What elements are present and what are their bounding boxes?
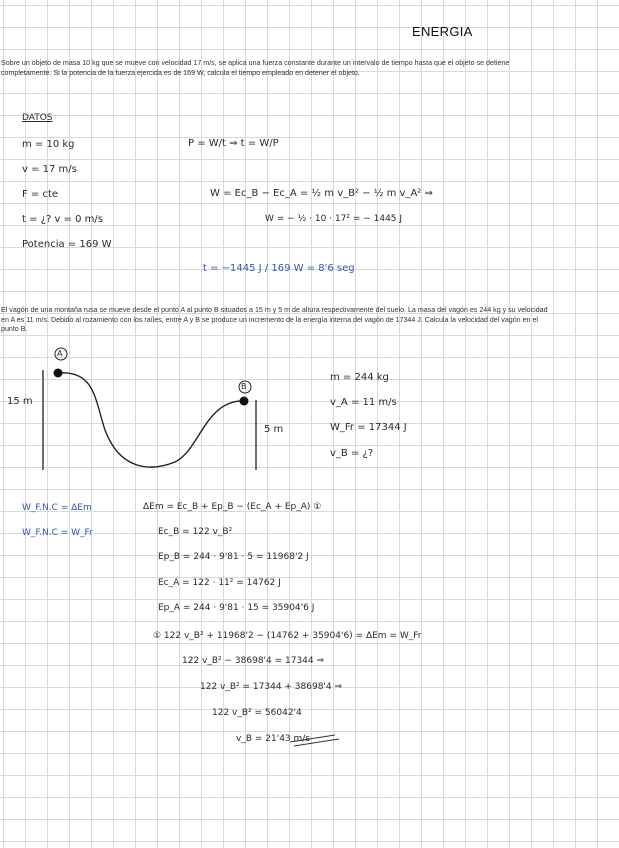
work-energy-formula: W = Ec_B − Ec_A = ½ m v_B² − ½ m v_A² ⇒ (210, 188, 433, 199)
height-b-label: 5 m (264, 424, 284, 435)
p2-datos-va: v_A = 11 m/s (330, 397, 397, 408)
page-title: ENERGIA (412, 24, 473, 39)
datos-mass: m = 10 kg (22, 139, 75, 150)
datos-velocity: v = 17 m/s (22, 164, 77, 175)
problem-1-statement: Sobre un objeto de masa 10 kg que se mueve con velocidad 17 m/s, se aplica una fuerza constante durante un intervalo de tiempo hasta que el objeto se detiene completamente. Si la potencia de la fuerza ejercida es de 169 W, calcula el tiempo empleado en detener el objeto. (1, 59, 510, 77)
step-10: v_B = 21'43 m/s (236, 734, 310, 744)
step-6: ① 122 v_B² + 11968'2 − (14762 + 35904'6) = ΔEm = W_Fr (153, 631, 422, 641)
track-curve (58, 373, 244, 467)
step-8: 122 v_B² = 17344 + 38698'4 ⇒ (200, 682, 343, 692)
step-5: Ep_A = 244 · 9'81 · 15 = 35904'6 J (158, 603, 315, 613)
note-wfnc-wfr: W_F.N.C = W_Fr (22, 528, 93, 538)
step-4: Ec_A = 122 · 11² = 14762 J (158, 578, 281, 588)
point-b-dot (240, 397, 249, 406)
step-3: Ep_B = 244 · 9'81 · 5 = 11968'2 J (158, 552, 309, 562)
power-formula: P = W/t ⇒ t = W/P (188, 138, 279, 149)
datos-heading: DATOS (22, 113, 53, 123)
time-result: t = −1445 J / 169 W = 8'6 seg (203, 263, 355, 274)
step-2: Ec_B = 122 v_B² (158, 527, 233, 537)
label-point-a: A (57, 349, 63, 358)
p2-datos-mass: m = 244 kg (330, 372, 389, 383)
datos-power: Potencia = 169 W (22, 239, 112, 250)
label-point-b: B (241, 382, 247, 391)
step-7: 122 v_B² − 38698'4 = 17344 ⇒ (182, 656, 325, 666)
datos-time: t = ¿? v = 0 m/s (22, 214, 103, 225)
p2-datos-vb: v_B = ¿? (330, 448, 374, 459)
datos-force: F = cte (22, 189, 59, 200)
height-a-label: 15 m (7, 396, 33, 407)
problem-2-statement: El vagón de una montaña rusa se mueve desde el punto A al punto B situados a 15 m y 5 m de altura respectivamente del suelo. La masa del vagón es 244 kg y su velocidad en A es 11 m/s. Debido al rozamiento con los raíles, entre A y B se produce un incremento de la energía interna del vagón de 17344 J. Calcula la velocidad del vagón en el punto B. (1, 306, 548, 334)
step-1: ΔEm = Ec_B + Ep_B − (Ec_A + Ep_A) ① (143, 502, 322, 512)
p2-datos-wfr: W_Fr = 17344 J (330, 422, 407, 433)
note-wfnc-em: W_F.N.C = ΔEm (22, 503, 92, 513)
point-a-dot (54, 369, 63, 378)
work-value: W = − ½ · 10 · 17² = − 1445 J (265, 214, 403, 224)
step-9: 122 v_B² = 56042'4 (212, 708, 302, 718)
